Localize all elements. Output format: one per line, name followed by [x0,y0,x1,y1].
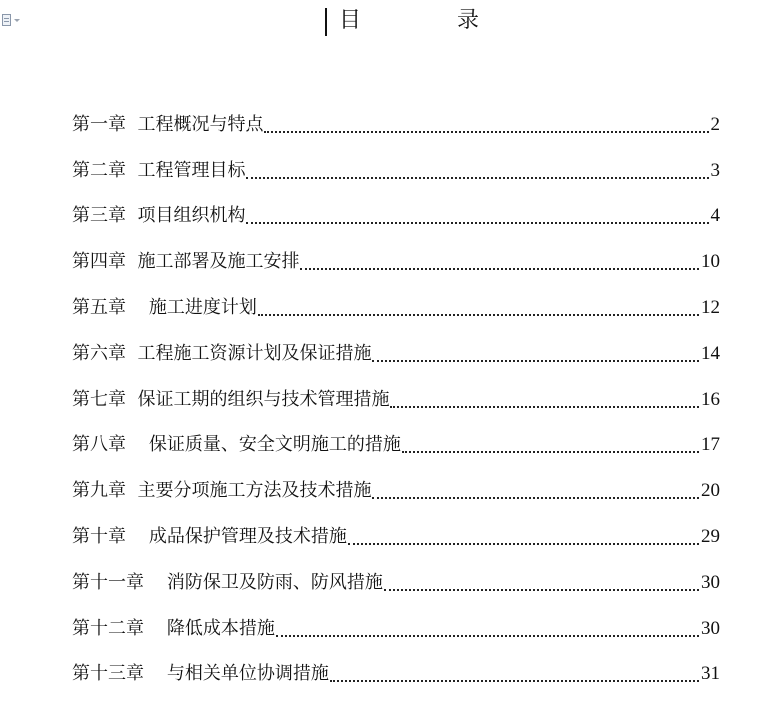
toc-dot-leader [402,451,699,453]
toc-entry-6[interactable] [72,325,720,371]
document-icon[interactable] [2,12,28,28]
toc-entry-2[interactable] [72,142,720,188]
toc-gap [144,657,167,691]
toc-topic: 主要分项施工方法及技术措施 [137,480,372,502]
toc-entry-13[interactable] [72,646,720,692]
toc-topic: 施工部署及施工安排 [137,251,300,273]
toc-entry-5[interactable] [72,279,720,325]
toc-dot-leader [258,314,699,316]
toc-chapter: 第八章 [72,434,126,456]
toc-topic: 消防保卫及防雨、防风措施 [166,571,383,593]
toc-page-number: 12 [701,296,720,318]
toc-gap [126,199,137,233]
toc-entry-8[interactable] [72,417,720,463]
toc-entry-4[interactable] [72,233,720,279]
toc-gap [126,337,137,371]
toc-page-number: 10 [701,251,720,273]
toc-entry-10[interactable] [72,508,720,554]
toc-topic: 与相关单位协调措施 [166,663,329,685]
toc-gap [126,474,137,508]
toc-entry-12[interactable] [72,600,720,646]
toc-page-number: 30 [701,617,720,639]
toc-dot-leader [384,589,699,591]
toc-page-number: 2 [710,113,720,135]
toc-dot-leader [300,268,699,270]
toc-dot-leader [264,131,708,133]
toc-entry-7[interactable] [72,371,720,417]
toc-dot-leader [276,635,699,637]
toc-chapter: 第三章 [72,205,126,227]
toc-chapter: 第十二章 [72,617,144,639]
toc-gap [126,520,149,554]
toc-page-number: 14 [701,342,720,364]
toc-gap [126,291,149,325]
toc-gap [144,566,167,600]
toc-chapter: 第七章 [72,388,126,410]
toc-topic: 降低成本措施 [166,617,275,639]
toc-dot-leader [246,177,708,179]
text-cursor [325,8,327,36]
toc-topic: 保证质量、安全文明施工的措施 [148,434,401,456]
toc-topic: 工程施工资源计划及保证措施 [137,342,372,364]
toc-dot-leader [372,360,699,362]
toc-gap [126,245,137,279]
toc-chapter: 第一章 [72,113,126,135]
toc-gap [126,383,137,417]
toc-dot-leader [348,543,699,545]
toc-topic: 成品保护管理及技术措施 [148,525,347,547]
toc-gap [126,108,137,142]
toc-gap [144,612,167,646]
toc-chapter: 第五章 [72,296,126,318]
toc-page-number: 31 [701,663,720,685]
toc-entry-1[interactable] [72,96,720,142]
toc-topic: 保证工期的组织与技术管理措施 [137,388,390,410]
toc-dot-leader [390,406,699,408]
toc-heading-char-2: 录 [456,8,479,33]
toc-page-number: 20 [701,480,720,502]
toc-entry-3[interactable] [72,188,720,234]
toc-dot-leader [330,680,699,682]
toc-dot-leader [246,222,708,224]
toc-topic: 施工进度计划 [148,296,257,318]
toc-page-number: 29 [701,525,720,547]
toc-page-number: 4 [710,205,720,227]
chevron-down-icon [14,19,20,22]
toc-entry-9[interactable] [72,462,720,508]
toc-heading-char-1: 目 [339,8,362,33]
toc-chapter: 第六章 [72,342,126,364]
toc-page-number: 17 [701,434,720,456]
toc-gap [126,428,149,462]
page-icon [2,14,11,26]
toc-page-number: 16 [701,388,720,410]
table-of-contents [72,96,720,691]
toc-chapter: 第十章 [72,525,126,547]
toc-chapter: 第二章 [72,159,126,181]
toc-entry-11[interactable] [72,554,720,600]
toc-heading [339,6,479,36]
toc-topic: 工程管理目标 [137,159,246,181]
toc-page-number: 3 [710,159,720,181]
toc-topic: 项目组织机构 [137,205,246,227]
toc-chapter: 第十三章 [72,663,144,685]
toc-chapter: 第十一章 [72,571,144,593]
toc-topic: 工程概况与特点 [137,113,264,135]
toc-chapter: 第九章 [72,480,126,502]
toc-page-number: 30 [701,571,720,593]
toc-dot-leader [372,497,699,499]
toc-chapter: 第四章 [72,251,126,273]
toc-gap [126,154,137,188]
